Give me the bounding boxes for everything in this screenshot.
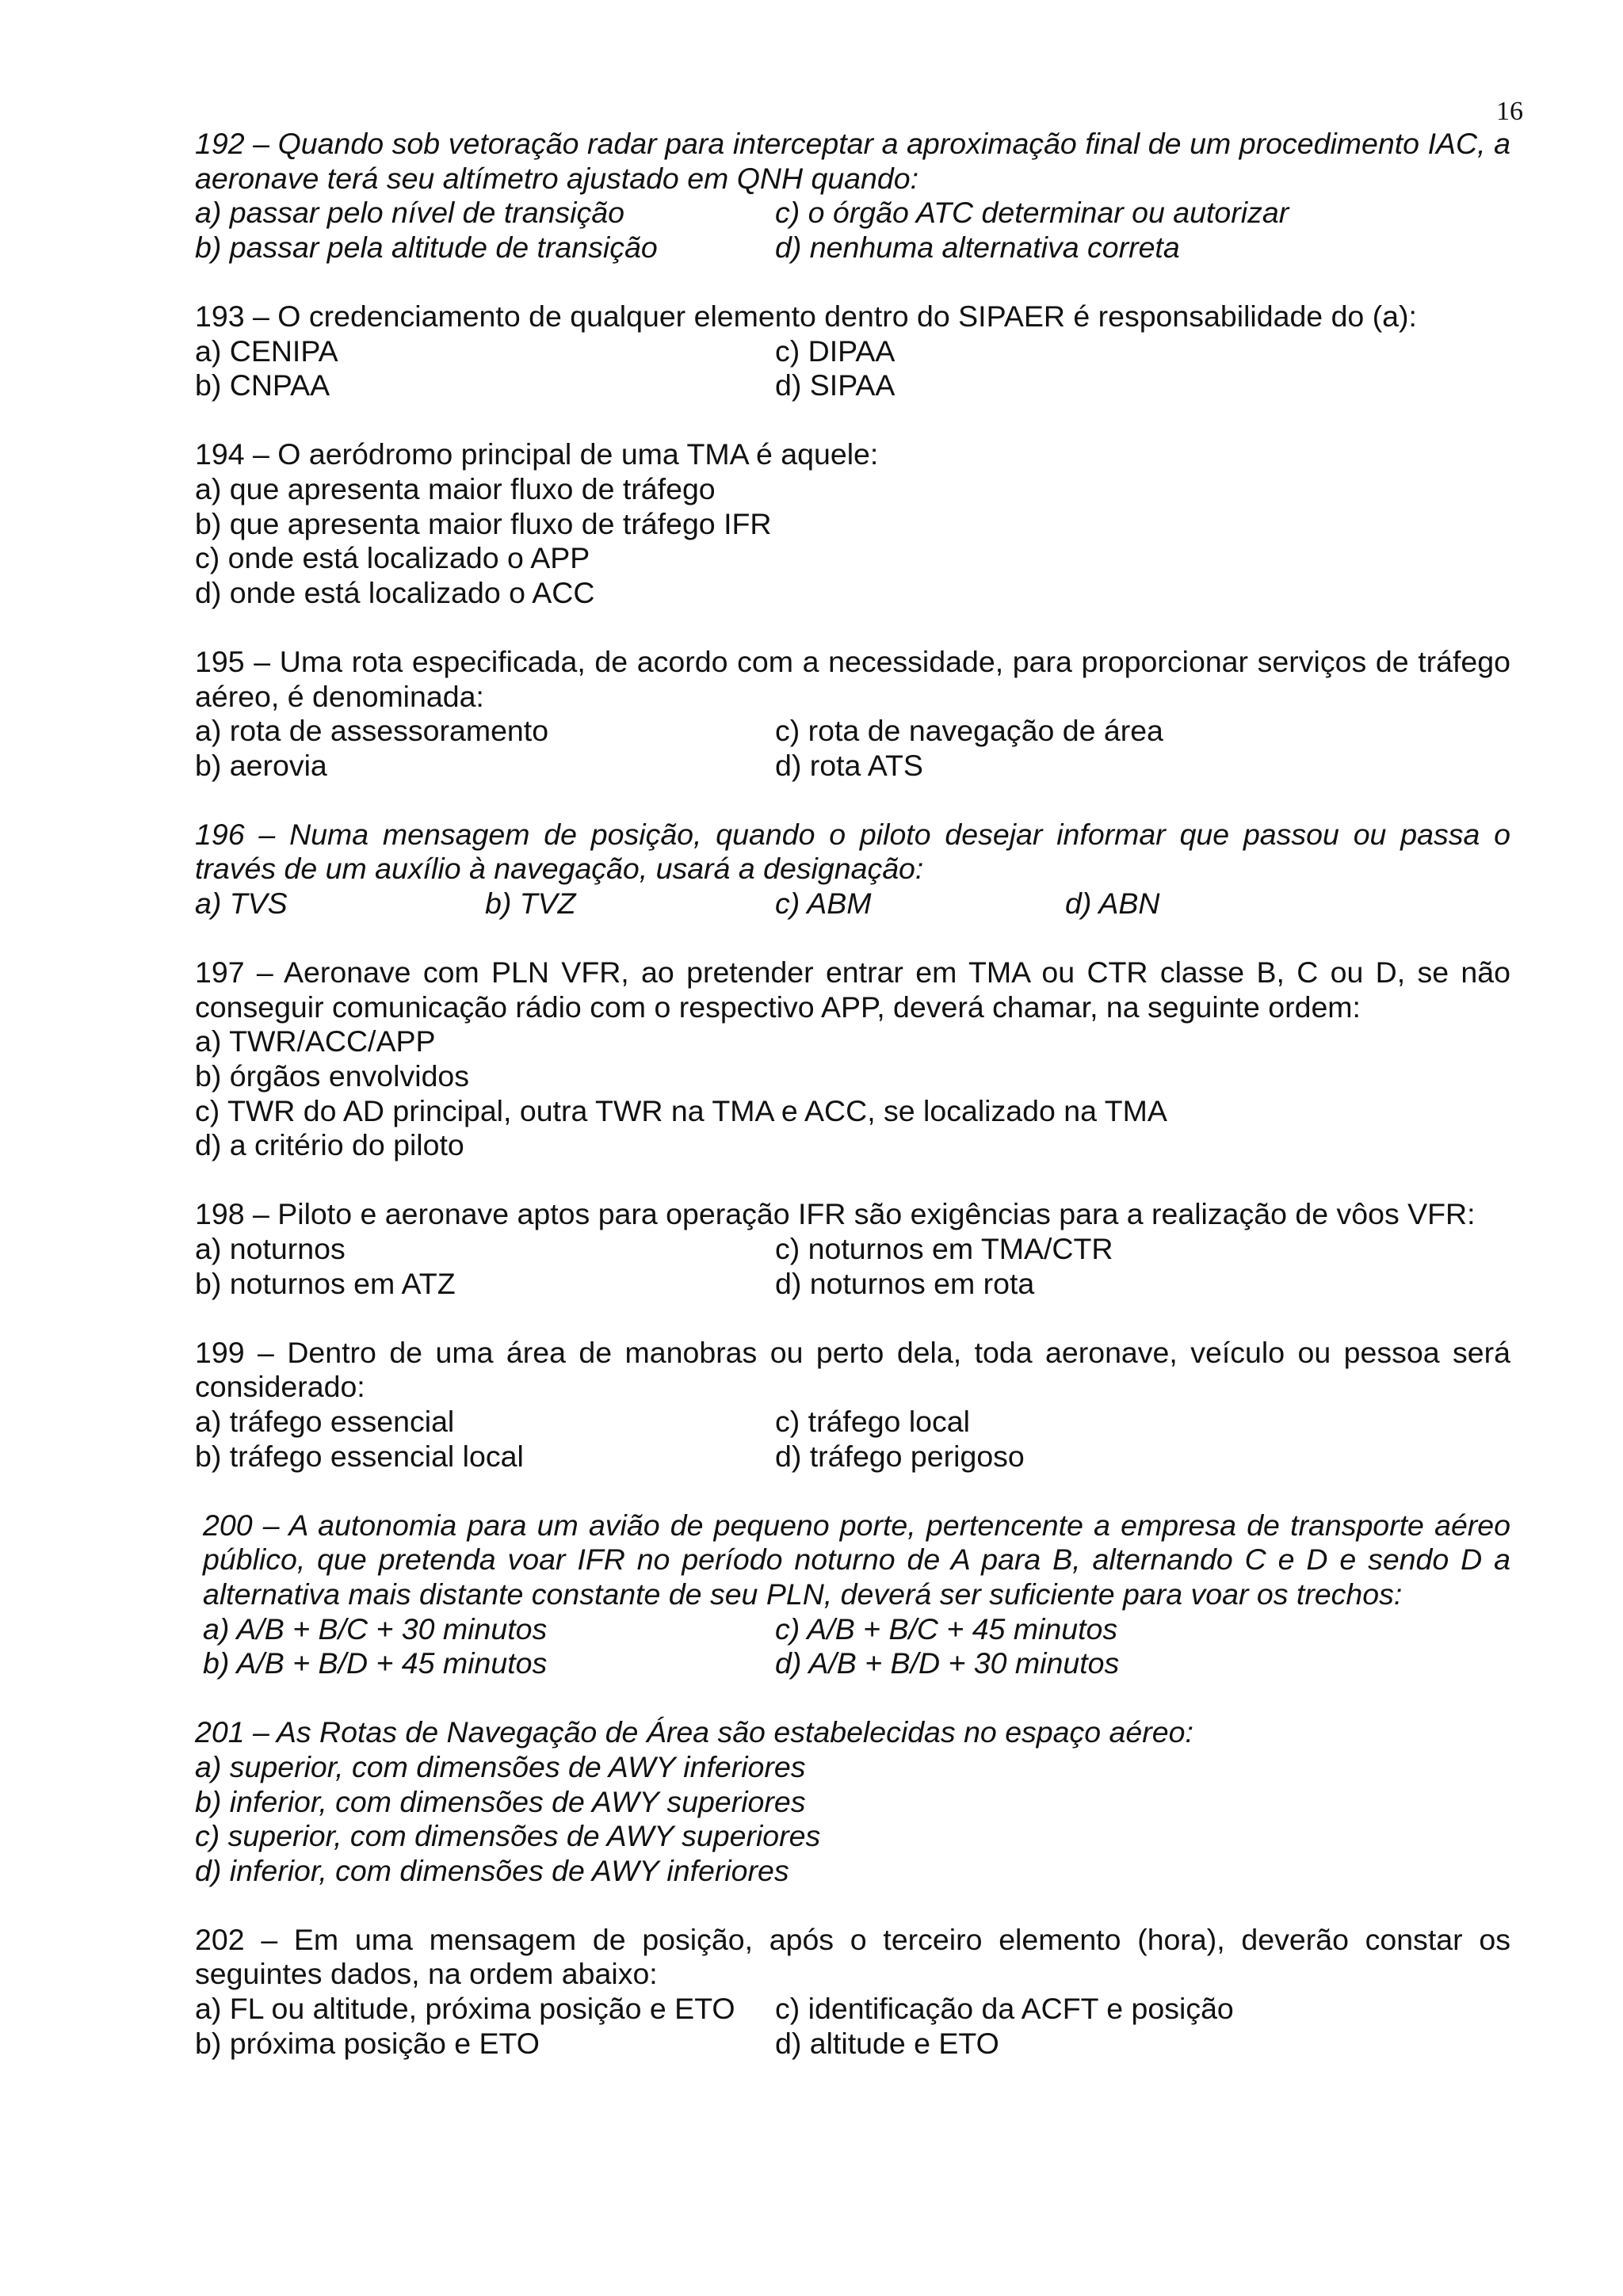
question-197 [195, 955, 1510, 1163]
option-row [195, 1267, 1510, 1302]
option-a: a) FL ou altitude, próxima posição e ETO [195, 1992, 735, 2026]
option-a: a) que apresenta maior fluxo de tráfego [195, 471, 716, 505]
option-row [195, 368, 1510, 403]
question-192 [195, 127, 1510, 265]
option-row [195, 1992, 1510, 2027]
option-a: a) tráfego essencial [195, 1404, 455, 1438]
question-stem: 193 – O credenciamento de qualquer elemento dentro do SIPAER é responsabilidade do (a): [195, 299, 1417, 333]
option-c: c) identificação da ACFT e posição [775, 1992, 1234, 2026]
option-a: a) TVS [195, 887, 288, 921]
option-c: c) ABM [775, 887, 872, 921]
option-d: d) nenhuma alternativa correta [775, 230, 1180, 264]
option-d: d) altitude e ETO [775, 2026, 999, 2060]
option-row [195, 231, 1510, 265]
option-d: d) noturnos em rota [775, 1266, 1035, 1300]
page-number: 16 [1496, 97, 1523, 126]
option-c: c) o órgão ATC determinar ou autorizar [775, 196, 1289, 230]
question-stem: 194 – O aeródromo principal de uma TMA é aquele: [195, 437, 879, 471]
question-194 [195, 437, 1510, 610]
option-a: a) superior, com dimensões de AWY inferiores [195, 1749, 806, 1783]
option-row [195, 2027, 1510, 2061]
option-a: a) rota de assessoramento [195, 714, 549, 748]
question-198 [195, 1197, 1510, 1301]
option-row [195, 1440, 1510, 1474]
option-d: d) SIPAA [775, 368, 896, 402]
option-d: d) rota ATS [775, 748, 923, 782]
option-d: d) a critério do piloto [195, 1128, 464, 1162]
option-a: a) noturnos [195, 1232, 346, 1265]
question-stem: 192 – Quando sob vetoração radar para interceptar a aproximação final de um procedimento IAC, a aeronave terá seu altímetro ajustado em QNH quando: [195, 127, 1510, 195]
option-b: b) A/B + B/D + 45 minutos [203, 1646, 548, 1680]
option-b: b) que apresenta maior fluxo de tráfego IFR [195, 506, 772, 540]
option-b: b) TVZ [485, 887, 576, 921]
option-d: d) ABN [1065, 887, 1160, 921]
option-a: a) A/B + B/C + 30 minutos [203, 1611, 548, 1646]
option-row [203, 1646, 1510, 1681]
option-d: d) inferior, com dimensões de AWY inferiores [195, 1853, 789, 1887]
option-c: c) DIPAA [775, 334, 896, 368]
option-a: a) passar pelo nível de transição [195, 196, 624, 230]
question-202 [195, 1923, 1510, 2061]
option-row [203, 1612, 1510, 1647]
option-b: b) passar pela altitude de transição [195, 230, 658, 264]
question-193 [195, 299, 1510, 403]
question-201 [195, 1715, 1510, 1888]
option-c: c) TWR do AD principal, outra TWR na TMA e ACC, se localizado na TMA [195, 1093, 1167, 1127]
option-c: c) rota de navegação de área [775, 714, 1163, 748]
option-c: c) tráfego local [775, 1404, 970, 1438]
question-stem: 198 – Piloto e aeronave aptos para operação IFR são exigências para a realização de vôos VFR: [195, 1197, 1476, 1231]
option-c: c) onde está localizado o APP [195, 541, 590, 575]
question-200 [195, 1508, 1510, 1681]
option-c: c) A/B + B/C + 45 minutos [775, 1611, 1118, 1646]
option-row [195, 334, 1510, 369]
option-c: c) superior, com dimensões de AWY superiores [195, 1819, 821, 1853]
question-195 [195, 645, 1510, 783]
question-stem: 201 – As Rotas de Navegação de Área são estabelecidas no espaço aéreo: [195, 1715, 1193, 1749]
option-row [195, 749, 1510, 784]
option-row [195, 887, 1510, 921]
question-stem: 200 – A autonomia para um avião de pequeno porte, pertencente a empresa de transporte aéreo público, que pretenda voar IFR no período noturno de A para B, alternando C e D e sendo D a alternativa mais distante constante de seu PLN, deverá ser suficiente para voar os trechos: [203, 1508, 1510, 1611]
option-b: b) aerovia [195, 748, 327, 782]
question-stem: 202 – Em uma mensagem de posição, após o terceiro elemento (hora), deverão constar os seguintes dados, na ordem abaixo: [195, 1922, 1510, 1991]
question-199 [195, 1336, 1510, 1474]
option-d: d) onde está localizado o ACC [195, 575, 595, 609]
option-row [195, 1232, 1510, 1267]
option-b: b) CNPAA [195, 368, 330, 402]
question-stem: 197 – Aeronave com PLN VFR, ao pretender entrar em TMA ou CTR classe B, C ou D, se não conseguir comunicação rádio com o respectivo APP, deverá chamar, na seguinte ordem: [195, 955, 1510, 1024]
question-list [195, 127, 1510, 2096]
option-row [195, 1405, 1510, 1440]
question-196 [195, 818, 1510, 921]
option-b: b) próxima posição e ETO [195, 2026, 540, 2060]
question-stem: 199 – Dentro de uma área de manobras ou perto dela, toda aeronave, veículo ou pessoa será considerado: [195, 1335, 1510, 1404]
option-c: c) noturnos em TMA/CTR [775, 1232, 1113, 1265]
option-d: d) A/B + B/D + 30 minutos [775, 1646, 1120, 1680]
option-d: d) tráfego perigoso [775, 1439, 1025, 1473]
question-stem: 196 – Numa mensagem de posição, quando o piloto desejar informar que passou ou passa o través de um auxílio à navegação, usará a designação: [195, 817, 1510, 886]
option-a: a) TWR/ACC/APP [195, 1024, 436, 1058]
option-b: b) noturnos em ATZ [195, 1266, 456, 1300]
option-a: a) CENIPA [195, 334, 338, 368]
option-row [195, 714, 1510, 749]
option-b: b) tráfego essencial local [195, 1439, 524, 1473]
option-row [195, 196, 1510, 231]
option-b: b) inferior, com dimensões de AWY superiores [195, 1784, 806, 1818]
question-stem: 195 – Uma rota especificada, de acordo com a necessidade, para proporcionar serviços de tráfego aéreo, é denominada: [195, 644, 1510, 713]
option-b: b) órgãos envolvidos [195, 1059, 470, 1093]
